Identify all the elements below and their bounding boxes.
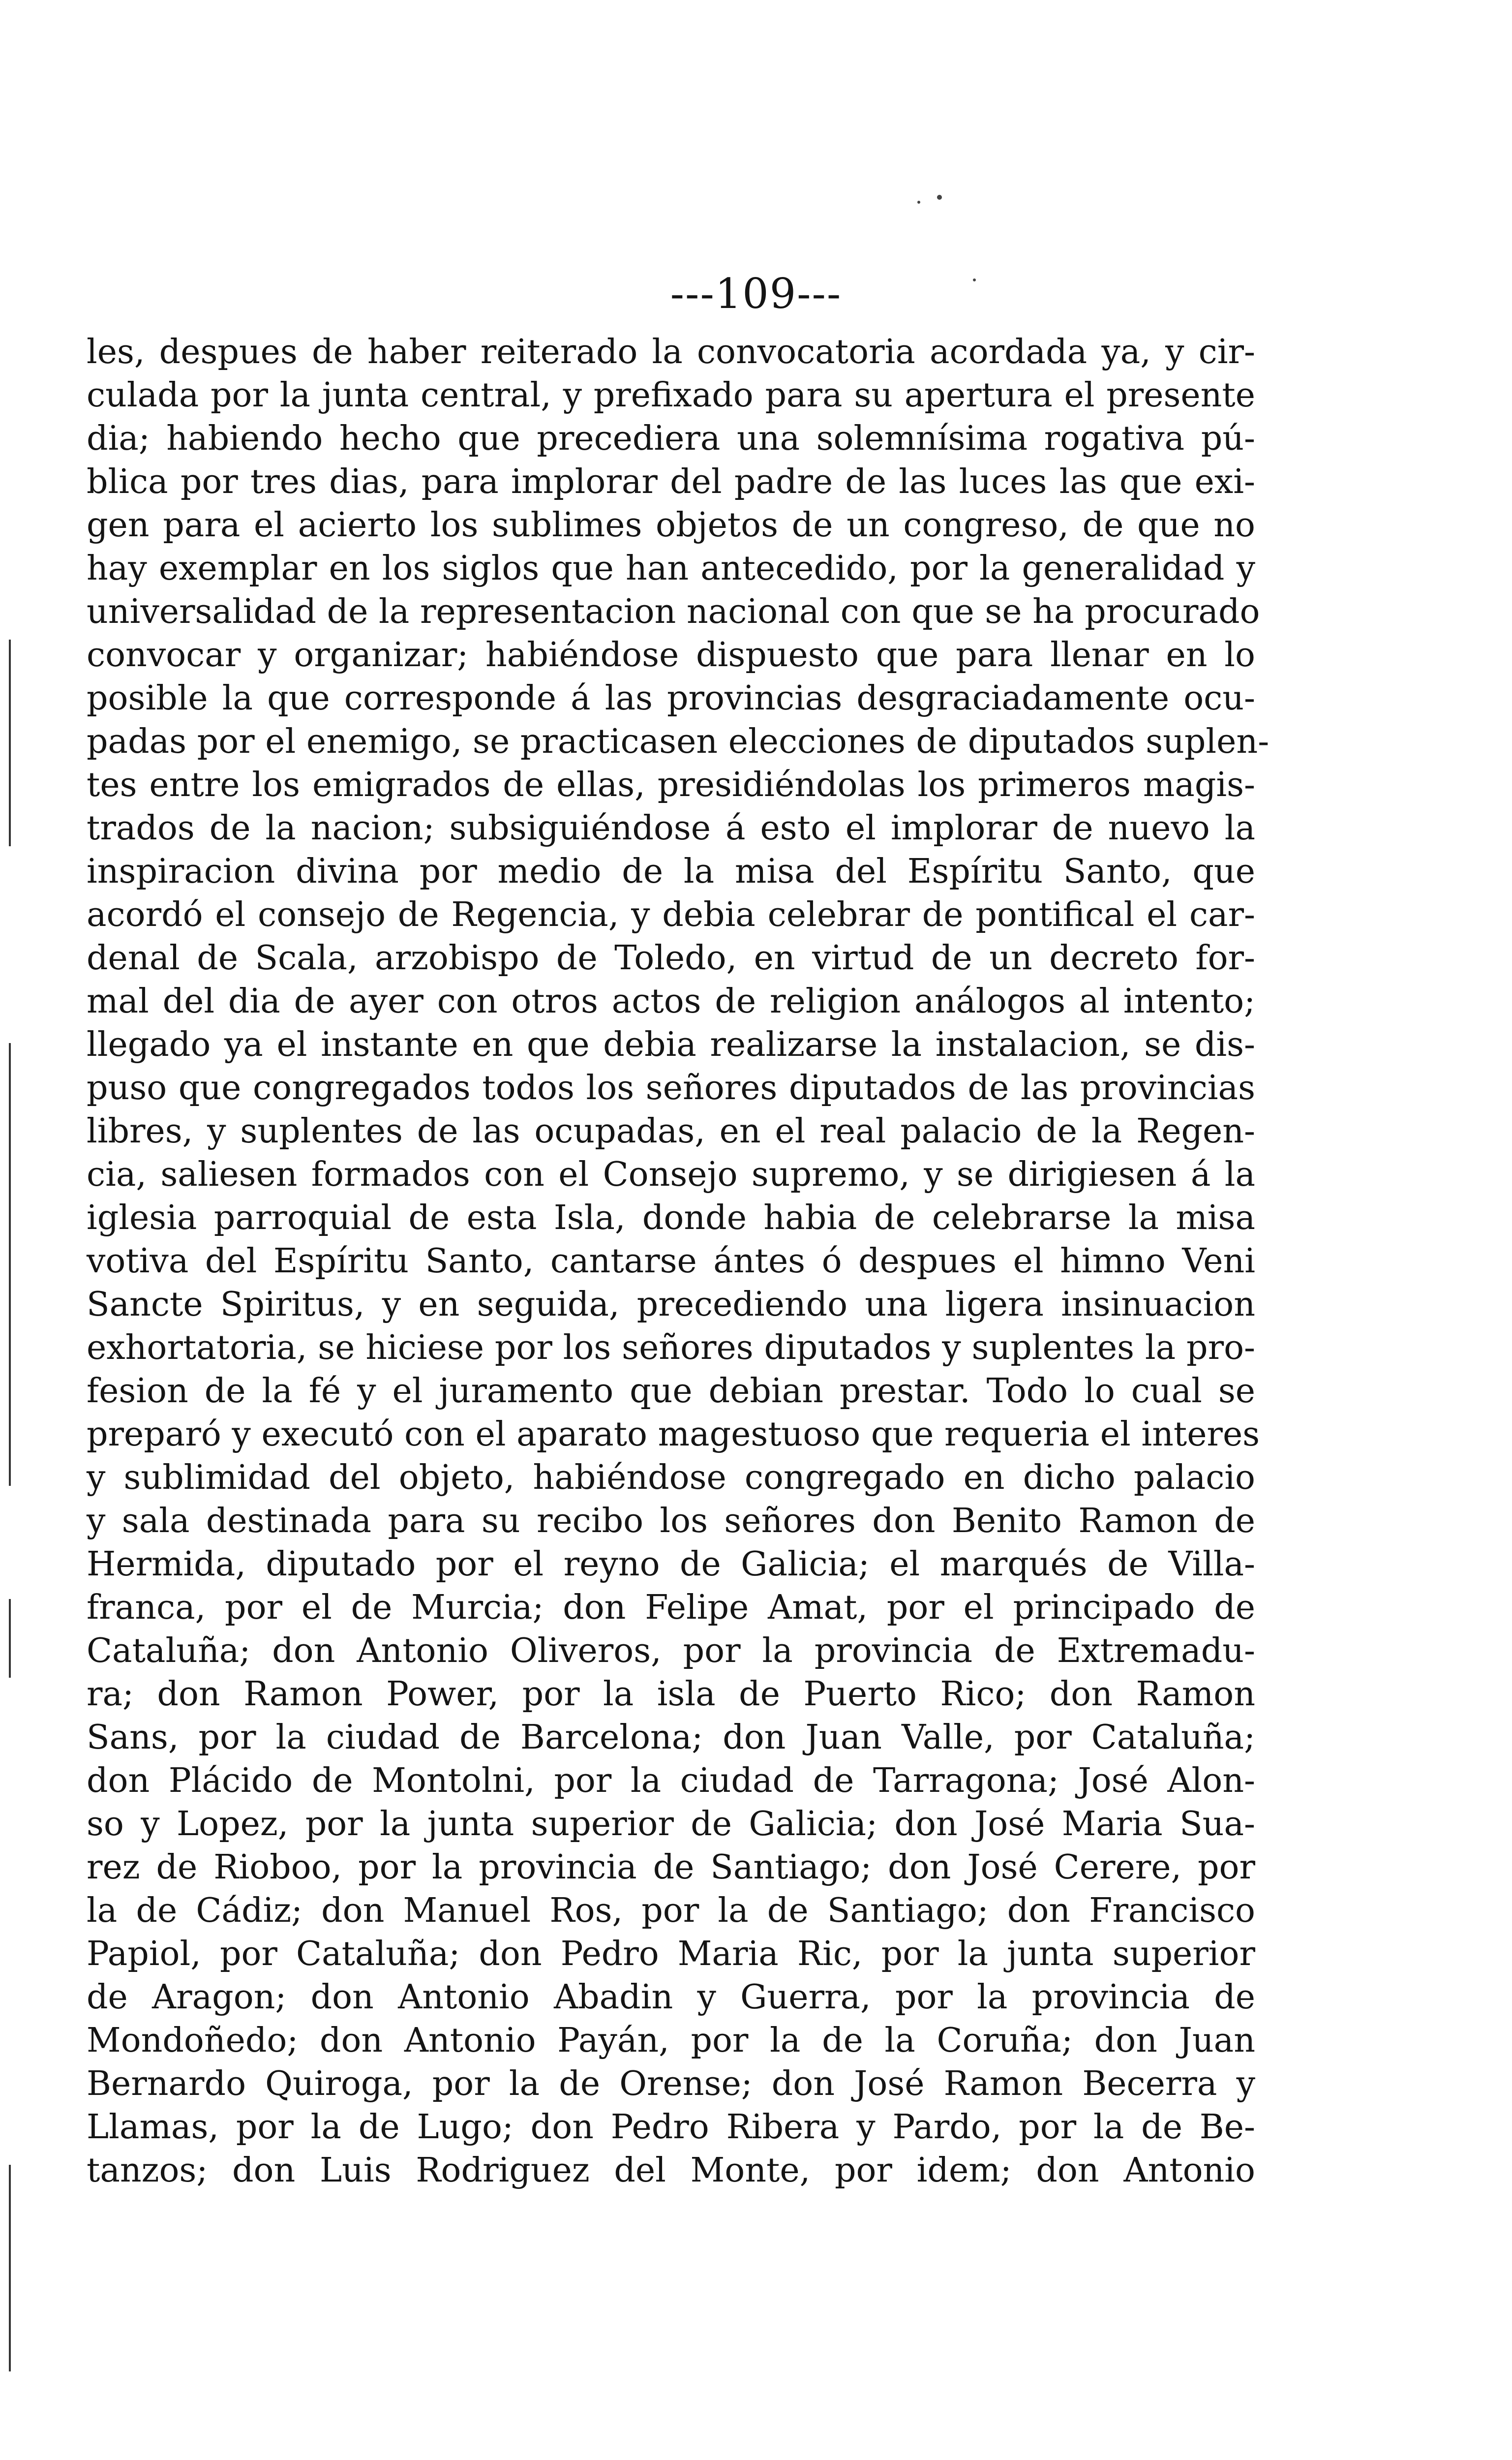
text-line: denal de Scala, arzobispo de Toledo, en virtud de un decreto for-: [87, 939, 1255, 978]
text-line: la de Cádiz; don Manuel Ros, por la de Santiago; don Francisco: [87, 1891, 1255, 1930]
text-line: les, despues de haber reiterado la convocatoria acordada ya, y cir-: [87, 333, 1255, 371]
text-line: exhortatoria, se hiciese por los señores diputados y suplentes la pro-: [87, 1328, 1255, 1367]
text-line: gen para el acierto los sublimes objetos de un congreso, de que no: [87, 506, 1255, 545]
text-line: dia; habiendo hecho que precediera una solemnísima rogativa pú-: [87, 419, 1255, 458]
text-line: posible la que corresponde á las provincias desgraciadamente ocu-: [87, 679, 1255, 718]
text-line: culada por la junta central, y prefixado para su apertura el presente: [87, 376, 1255, 415]
text-line: inspiracion divina por medio de la misa del Espíritu Santo, que: [87, 852, 1255, 891]
page-edge-mark: [9, 1599, 11, 1678]
text-line: Hermida, diputado por el reyno de Galicia; el marqués de Villa-: [87, 1545, 1255, 1584]
text-line: Bernardo Quiroga, por la de Orense; don José Ramon Becerra y: [87, 2064, 1255, 2103]
text-line: padas por el enemigo, se practicasen elecciones de diputados suplen-: [87, 722, 1270, 761]
page-edge-mark: [9, 2165, 11, 2371]
text-line: ra; don Ramon Power, por la isla de Puerto Rico; don Ramon: [87, 1675, 1255, 1714]
page-edge-mark: [9, 1043, 11, 1486]
text-line: Sancte Spiritus, y en seguida, precediendo una ligera insinuacion: [87, 1285, 1255, 1324]
text-line: llegado ya el instante en que debia realizarse la instalacion, se dis-: [87, 1025, 1255, 1064]
scan-speck: [937, 195, 942, 200]
text-line: universalidad de la representacion nacional con que se ha procurado: [87, 592, 1260, 631]
text-line: convocar y organizar; habiéndose dispuesto que para llenar en lo: [87, 636, 1255, 675]
text-line: tanzos; don Luis Rodriguez del Monte, por idem; don Antonio: [87, 2151, 1255, 2190]
text-line: libres, y suplentes de las ocupadas, en el real palacio de la Regen-: [87, 1112, 1255, 1151]
text-line: Mondoñedo; don Antonio Payán, por la de la Coruña; don Juan: [87, 2021, 1255, 2060]
text-line: Papiol, por Cataluña; don Pedro Maria Ric, por la junta superior: [87, 1935, 1255, 1973]
text-line: iglesia parroquial de esta Isla, donde habia de celebrarse la misa: [87, 1199, 1255, 1237]
text-line: preparó y executó con el aparato magestuoso que requeria el interes: [87, 1415, 1260, 1454]
text-line: puso que congregados todos los señores diputados de las provincias: [87, 1069, 1255, 1107]
text-line: fesion de la fé y el juramento que debian prestar. Todo lo cual se: [87, 1372, 1255, 1411]
text-line: Sans, por la ciudad de Barcelona; don Juan Valle, por Cataluña;: [87, 1718, 1255, 1757]
text-line: trados de la nacion; subsiguiéndose á esto el implorar de nuevo la: [87, 809, 1255, 848]
text-line: Cataluña; don Antonio Oliveros, por la provincia de Extremadu-: [87, 1631, 1255, 1670]
text-line: votiva del Espíritu Santo, cantarse ántes ó despues el himno Veni: [87, 1242, 1255, 1281]
text-line: y sala destinada para su recibo los señores don Benito Ramon de: [87, 1502, 1255, 1540]
text-line: rez de Rioboo, por la provincia de Santiago; don José Cerere, por: [87, 1848, 1255, 1887]
text-line: don Plácido de Montolni, por la ciudad de Tarragona; José Alon-: [87, 1761, 1255, 1800]
text-line: tes entre los emigrados de ellas, presidiéndolas los primeros magis-: [87, 766, 1255, 804]
text-line: cia, saliesen formados con el Consejo supremo, y se dirigiesen á la: [87, 1155, 1255, 1194]
text-line: Llamas, por la de Lugo; don Pedro Ribera y Pardo, por la de Be-: [87, 2108, 1255, 2147]
text-line: blica por tres dias, para implorar del padre de las luces las que exi-: [87, 462, 1255, 501]
page-number: ---109---: [670, 270, 842, 318]
text-line: de Aragon; don Antonio Abadin y Guerra, por la provincia de: [87, 1978, 1255, 2017]
text-line: franca, por el de Murcia; don Felipe Amat, por el principado de: [87, 1588, 1255, 1627]
text-line: so y Lopez, por la junta superior de Galicia; don José Maria Sua-: [87, 1805, 1255, 1844]
body-text: [87, 331, 1270, 2236]
text-line: [87, 2192, 1255, 2236]
page-edge-mark: [9, 640, 11, 846]
text-line: hay exemplar en los siglos que han antecedido, por la generalidad y: [87, 549, 1255, 588]
scan-speck: [973, 278, 976, 281]
text-line: y sublimidad del objeto, habiéndose congregado en dicho palacio: [87, 1458, 1255, 1497]
text-line: mal del dia de ayer con otros actos de religion análogos al intento;: [87, 982, 1255, 1021]
text-line: acordó el consejo de Regencia, y debia celebrar de pontifical el car-: [87, 895, 1255, 934]
scan-speck: [917, 201, 920, 204]
